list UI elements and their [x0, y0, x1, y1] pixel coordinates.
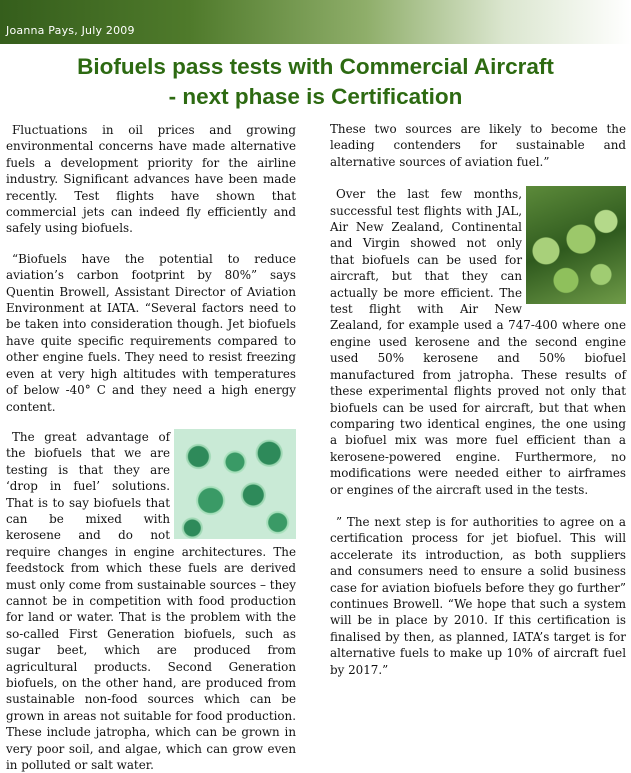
- header-banner: [0, 0, 631, 44]
- paragraph: Fluctuations in oil prices and growing environmental concerns have made alternative fuels a development priority for the airline industry. Significant advances have been made recently. Test flights have shown that commercial jets can indeed fly efficiently and safely using biofuels.: [6, 123, 296, 236]
- right-column: [330, 121, 626, 678]
- paragraph: These two sources are likely to become the leading contenders for sustainable and alternative sources of aviation fuel.”: [330, 122, 626, 169]
- algae-image: [174, 429, 296, 539]
- left-column: [6, 122, 296, 773]
- paragraph: “Biofuels have the potential to reduce aviation’s carbon footprint by 80%” says Quentin Browell, Assistant Director of Aviation Environment at IATA. “Several factors need to be taken into consideration though. Jet biofuels have quite specific requirements compared to other engine fuels. They need to resist freezing even at very high altitudes with temperatures of below -40° C and they need a high energy content.: [6, 251, 296, 414]
- title-line-2: - next phase is Certification: [168, 84, 463, 109]
- title-line-1: Biofuels pass tests with Commercial Aircraft: [77, 54, 554, 79]
- byline: Joanna Pays, July 2009: [6, 24, 135, 37]
- jatropha-image: [526, 186, 626, 304]
- paragraph: Over the last few months, successful test flights with JAL, Air New Zealand, Continental and Virgin showed not only that biofuels can be used for aircraft, but that they can actually be more efficient. The test flight with Air New Zealand, for example used a 747-400 where one engine used kerosene and the second engine used 50% kerosene and 50% biofuel manufactured from jatropha. These results of these experimental flights proved not only that biofuels can be used for aircraft, but that when comparing two identical engines, the one using a biofuel mix was more fuel efficient than a kerosene-powered engine. Furthermore, no modifications were needed either to airframes or engines of the aircraft used in the tests.: [330, 187, 626, 497]
- paragraph: ” The next step is for authorities to agree on a certification process for jet biofuel. This will accelerate its introduction, as both suppliers and consumers need to ensure a solid business case for aviation biofuels before they go further” continues Browell. “We hope that such a system will be in place by 2010. If this certification is finalised by then, as planned, IATA’s target is for alternative fuels to make up 10% of aircraft fuel by 2017.”: [330, 514, 626, 677]
- article-title: [0, 52, 631, 112]
- paragraph: The great advantage of the biofuels that we are testing is that they are ‘drop in fuel’ solutions. That is to say biofuels that can be mixed with kerosene and do not require changes in engine architectures. The feedstock from which these fuels are derived must only come from sustainable sources – they cannot be in competition with food production for land or water. That is the problem with the so-called First Generation biofuels, such as sugar beet, which are produced from agricultural products. Second Generation biofuels, on the other hand, are produced from sustainable non-food sources which can be grown in areas not suitable for food production. These include jatropha, which can be grown in very poor soil, and algae, which can grow even in polluted or salt water.: [6, 429, 296, 773]
